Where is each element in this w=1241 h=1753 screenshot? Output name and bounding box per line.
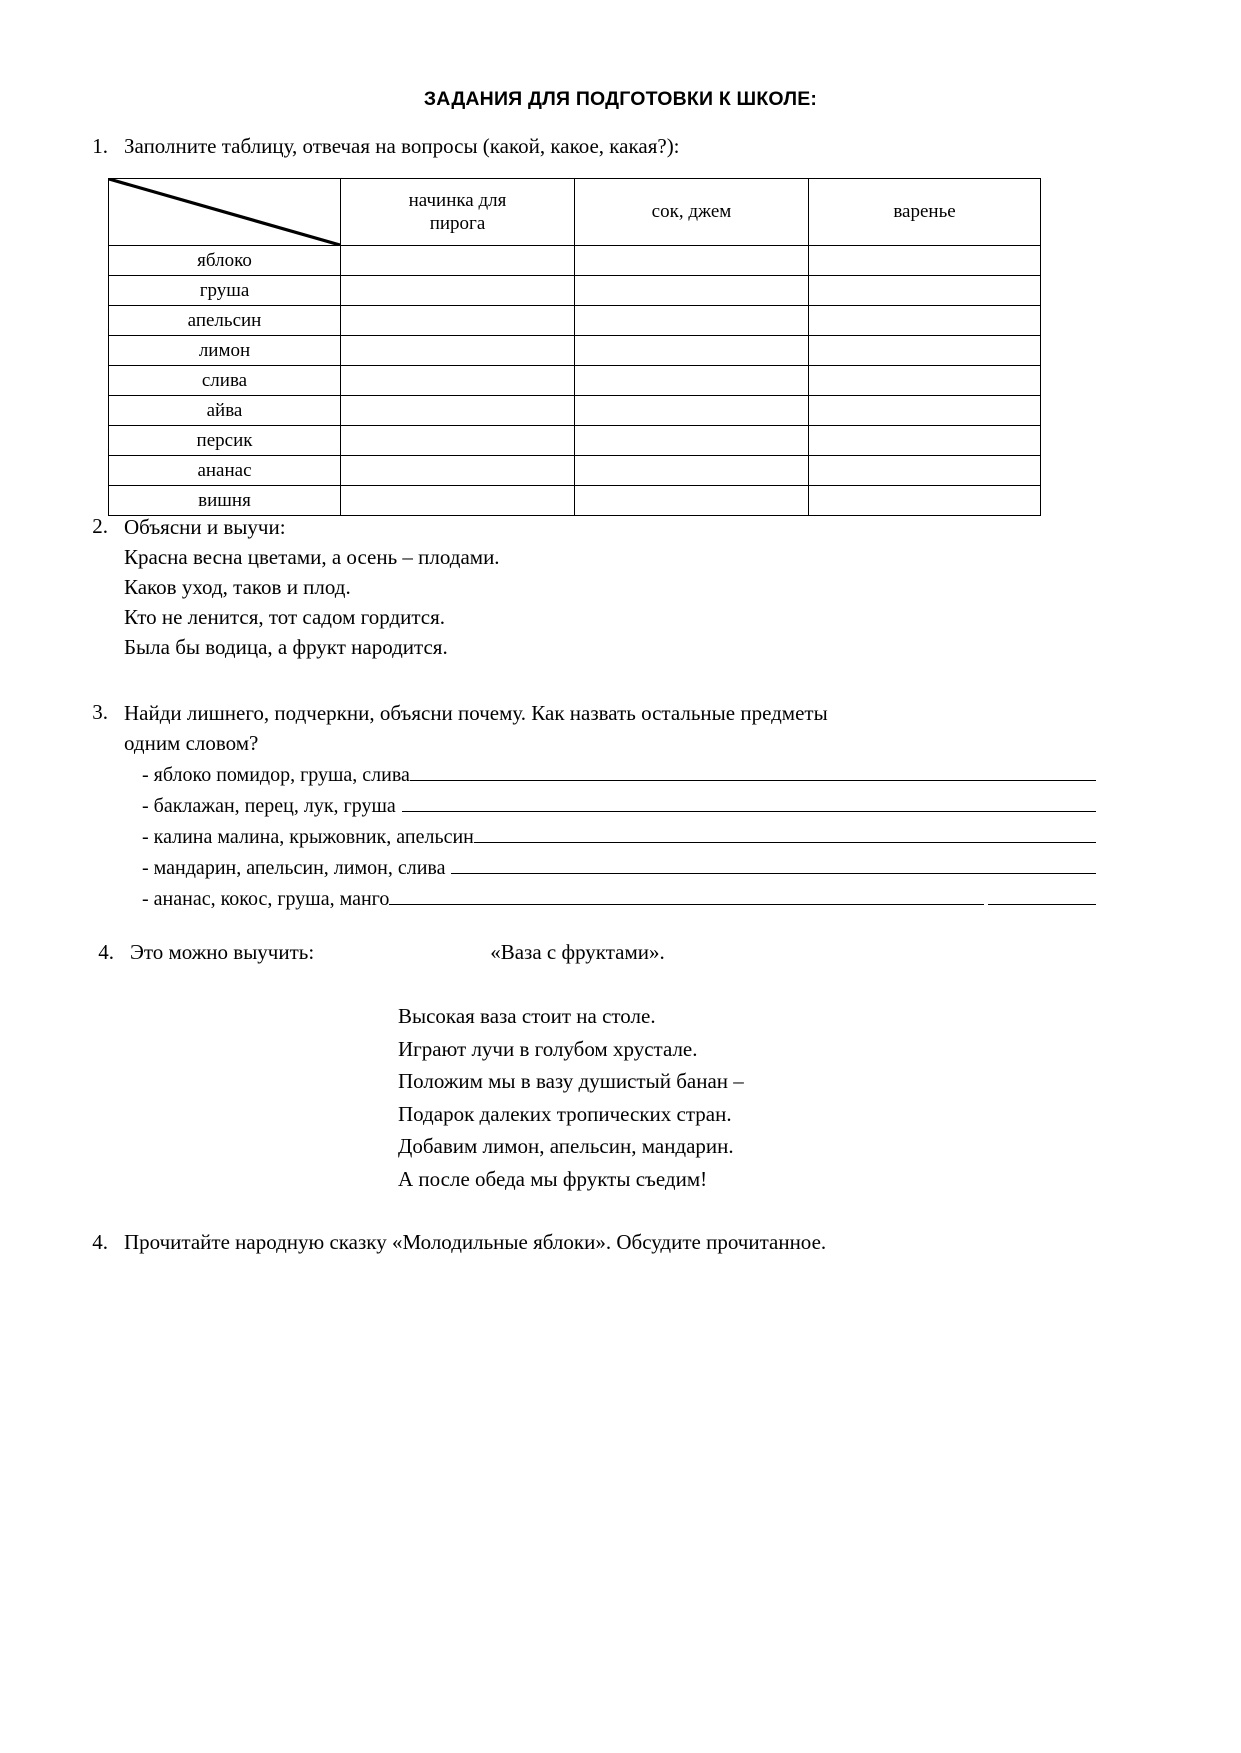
task-1-prompt: Заполните таблицу, отвечая на вопросы (какой, какое, какая?): bbox=[124, 134, 680, 158]
task-3-prompt-line2: одним словом? bbox=[124, 731, 259, 755]
cell-persik-preserve[interactable] bbox=[809, 426, 1041, 456]
page-title: ЗАДАНИЯ ДЛЯ ПОДГОТОВКИ К ШКОЛЕ: bbox=[423, 88, 818, 110]
poem-line-5: Добавим лимон, апельсин, мандарин. bbox=[398, 1134, 734, 1158]
cell-sliva-preserve[interactable] bbox=[809, 366, 1041, 396]
task-5-prompt: Прочитайте народную сказку «Молодильные яблоки». Обсудите прочитанное. bbox=[124, 1230, 827, 1254]
cell-persik-juice[interactable] bbox=[575, 426, 809, 456]
task-4 bbox=[88, 938, 1098, 966]
table-row bbox=[109, 426, 1041, 456]
task-2-prompt: Объясни и выучи: bbox=[124, 515, 286, 539]
table-row bbox=[109, 306, 1041, 336]
cell-yabloko-filling[interactable] bbox=[341, 246, 575, 276]
task-3-item-4-text: - мандарин, апельсин, лимон, слива bbox=[142, 857, 446, 879]
poem-title: «Ваза с фруктами». bbox=[490, 940, 665, 964]
list-item bbox=[124, 853, 1096, 884]
table-corner-cell bbox=[109, 179, 341, 246]
cell-grusha-preserve[interactable] bbox=[809, 276, 1041, 306]
cell-grusha-filling[interactable] bbox=[341, 276, 575, 306]
cell-apelsin-juice[interactable] bbox=[575, 306, 809, 336]
cell-ajva-preserve[interactable] bbox=[809, 396, 1041, 426]
task-5-number: 4. bbox=[92, 1230, 108, 1254]
list-item bbox=[124, 822, 1096, 853]
table-row bbox=[109, 486, 1041, 516]
table-row bbox=[109, 246, 1041, 276]
cell-persik-filling[interactable] bbox=[341, 426, 575, 456]
task-1-number: 1. bbox=[92, 134, 108, 158]
poem-line-3: Положим мы в вазу душистый банан – bbox=[398, 1069, 744, 1093]
table-row bbox=[109, 366, 1041, 396]
cell-ananas-preserve[interactable] bbox=[809, 456, 1041, 486]
fruit-table-wrapper bbox=[108, 178, 1040, 516]
task-3-item-2-text: - баклажан, перец, лук, груша bbox=[142, 795, 396, 817]
task-3-number: 3. bbox=[92, 700, 108, 724]
cell-grusha-juice[interactable] bbox=[575, 276, 809, 306]
proverb-3: Кто не ленится, тот садом гордится. bbox=[124, 605, 446, 629]
task-4-number: 4. bbox=[98, 940, 114, 964]
cell-limon-filling[interactable] bbox=[341, 336, 575, 366]
task-3-item-2-answer-line[interactable] bbox=[402, 810, 1096, 812]
task-3-prompt-line1: Найди лишнего, подчеркни, объясни почему. Как назвать остальные предметы bbox=[124, 701, 828, 725]
proverb-1: Красна весна цветами, а осень – плодами. bbox=[124, 545, 500, 569]
cell-yabloko-preserve[interactable] bbox=[809, 246, 1041, 276]
row-label-ajva: айва bbox=[109, 396, 341, 426]
task-1 bbox=[86, 132, 1086, 160]
cell-vishnya-filling[interactable] bbox=[341, 486, 575, 516]
row-label-sliva: слива bbox=[109, 366, 341, 396]
cell-yabloko-juice[interactable] bbox=[575, 246, 809, 276]
poem-line-1: Высокая ваза стоит на столе. bbox=[398, 1004, 656, 1028]
cell-ananas-filling[interactable] bbox=[341, 456, 575, 486]
task-3-item-1-answer-line[interactable] bbox=[410, 779, 1096, 781]
cell-limon-preserve[interactable] bbox=[809, 336, 1041, 366]
task-2 bbox=[86, 512, 986, 662]
cell-apelsin-filling[interactable] bbox=[341, 306, 575, 336]
cell-vishnya-preserve[interactable] bbox=[809, 486, 1041, 516]
poem-line-4: Подарок далеких тропических стран. bbox=[398, 1101, 732, 1126]
table-row bbox=[109, 396, 1041, 426]
table-row bbox=[109, 456, 1041, 486]
task-3-body bbox=[108, 698, 1096, 915]
task-2-number: 2. bbox=[92, 514, 108, 538]
task-4-lead bbox=[130, 938, 1098, 966]
task-5 bbox=[86, 1228, 1146, 1256]
row-label-persik: персик bbox=[109, 426, 341, 456]
row-label-vishnya: вишня bbox=[109, 486, 341, 516]
cell-ananas-juice[interactable] bbox=[575, 456, 809, 486]
task-4-body bbox=[114, 938, 1098, 966]
cell-ajva-filling[interactable] bbox=[341, 396, 575, 426]
cell-sliva-filling[interactable] bbox=[341, 366, 575, 396]
table-header-juice-jam: сок, джем bbox=[575, 179, 809, 246]
spacer bbox=[314, 938, 490, 966]
table-row bbox=[109, 276, 1041, 306]
row-label-limon: лимон bbox=[109, 336, 341, 366]
row-label-apelsin: апельсин bbox=[109, 306, 341, 336]
table-row bbox=[109, 336, 1041, 366]
task-3-blank-list bbox=[124, 760, 1096, 915]
task-3-item-1-text: - яблоко помидор, груша, слива bbox=[142, 764, 410, 786]
list-item bbox=[124, 791, 1096, 822]
fruit-table bbox=[108, 178, 1041, 516]
task-4-prompt: Это можно выучить: bbox=[130, 940, 315, 964]
task-3-item-5-text: - ананас, кокос, груша, манго bbox=[142, 888, 390, 910]
poem-line-2: Играют лучи в голубом хрустале. bbox=[398, 1036, 698, 1061]
proverb-4: Была бы водица, а фрукт народится. bbox=[124, 635, 448, 659]
cell-vishnya-juice[interactable] bbox=[575, 486, 809, 516]
task-3-item-4-answer-line[interactable] bbox=[451, 872, 1096, 874]
table-header-preserve: варенье bbox=[809, 179, 1041, 246]
task-3-item-3-text: - калина малина, крыжовник, апельсин bbox=[142, 826, 474, 848]
task-2-body bbox=[108, 512, 986, 662]
task-3-item-5-answer-line[interactable] bbox=[389, 903, 984, 905]
list-item bbox=[124, 884, 1096, 915]
row-label-ananas: ананас bbox=[109, 456, 341, 486]
poem-body bbox=[398, 1000, 744, 1195]
row-label-grusha: груша bbox=[109, 276, 341, 306]
task-3-item-3-answer-line[interactable] bbox=[474, 841, 1096, 843]
task-3-item-5-answer-line-extra[interactable] bbox=[988, 903, 1096, 905]
table-header-filling-line1: начинка для bbox=[408, 190, 507, 211]
table-header-row bbox=[109, 179, 1041, 246]
diagonal-slash-icon bbox=[109, 179, 340, 245]
table-header-filling bbox=[341, 179, 575, 246]
poem-line-6: А после обеда мы фрукты съедим! bbox=[398, 1166, 708, 1191]
proverb-2: Каков уход, таков и плод. bbox=[124, 575, 351, 599]
task-3 bbox=[86, 698, 1096, 915]
table-header-filling-line2: пирога bbox=[429, 213, 486, 234]
cell-limon-juice[interactable] bbox=[575, 336, 809, 366]
row-label-yabloko: яблоко bbox=[109, 246, 341, 276]
list-item bbox=[124, 760, 1096, 791]
cell-sliva-juice[interactable] bbox=[575, 366, 809, 396]
cell-ajva-juice[interactable] bbox=[575, 396, 809, 426]
cell-apelsin-preserve[interactable] bbox=[809, 306, 1041, 336]
